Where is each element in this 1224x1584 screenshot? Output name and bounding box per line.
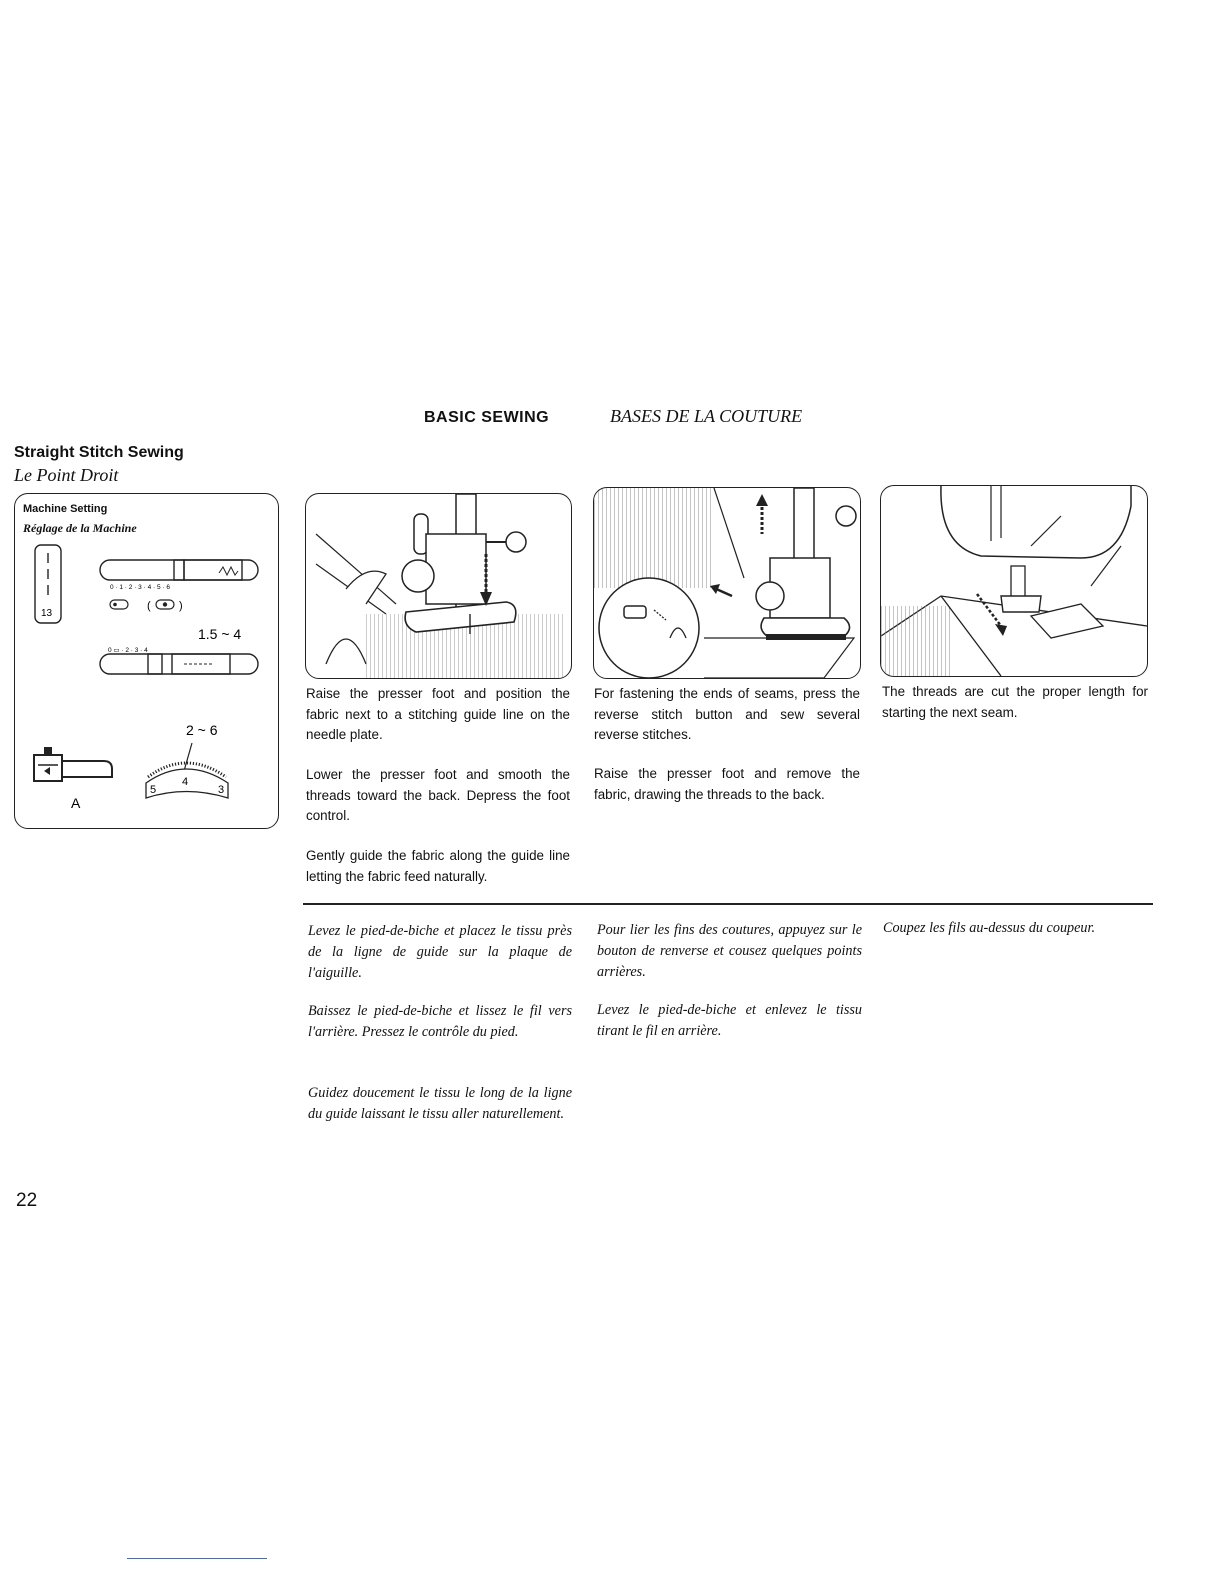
svg-text:(: (	[147, 600, 151, 612]
tension-range: 2 ~ 6	[186, 722, 218, 738]
feed-dog-icon	[110, 600, 183, 612]
tension-dial-center: 4	[182, 776, 189, 788]
col2-fr-para2: Levez le pied-de-biche et enlevez le tissu tirant le fil en arrière.	[597, 1002, 862, 1039]
stitch-width-slider-icon	[100, 560, 258, 591]
stitch-length-slider-icon	[100, 647, 258, 674]
col1-fr-para1: Levez le pied-de-biche et placez le tissu près de la ligne de guide sur la plaque de l'aiguille.	[308, 923, 572, 981]
col2-fr-para1: Pour lier les fins des coutures, appuyez sur le bouton de renverse et cousez quelques points arrières.	[597, 922, 862, 980]
header-title-en: BASIC SEWING	[424, 409, 550, 426]
reverse-stitch-illustration	[594, 488, 860, 678]
figure-position-fabric	[305, 493, 572, 679]
tension-dial-left: 5	[150, 784, 157, 796]
bottom-link-underline	[127, 1558, 267, 1559]
machine-setting-title-en: Machine Setting	[23, 503, 108, 515]
header-title-fr: BASES DE LA COUTURE	[610, 406, 803, 426]
length-scale: 0 ▭ · 2 · 3 · 4	[108, 647, 148, 654]
col1-fr-para3: Guidez doucement le tissu le long de la ligne du guide laissant le tissu aller naturellement.	[308, 1085, 572, 1122]
col1-fr-para2: Baissez le pied-de-biche et lissez le fil vers l'arrière. Pressez le contrôle du pied.	[308, 1003, 572, 1040]
width-scale: 0 · 1 · 2 · 3 · 4 · 5 · 6	[110, 584, 170, 591]
tension-dial-right: 3	[218, 784, 225, 796]
svg-text:): )	[179, 600, 183, 612]
col1-en-para1: Raise the presser foot and position the fabric next to a stitching guide line on the needle plate.	[306, 686, 570, 742]
col2-en-para1: For fastening the ends of seams, press the reverse stitch button and sew several reverse stitches.	[594, 686, 860, 742]
presser-foot-illustration	[306, 494, 571, 678]
figure-reverse-stitch	[593, 487, 861, 679]
figure-thread-cutter	[880, 485, 1148, 677]
machine-setting-diagram	[14, 493, 278, 828]
col1-en-para2: Lower the presser foot and smooth the threads toward the back. Depress the foot control.	[306, 767, 570, 823]
section-title-fr: Le Point Droit	[14, 465, 119, 485]
language-divider	[303, 903, 1153, 905]
tension-pointer	[184, 743, 192, 771]
pattern-selector-icon	[35, 545, 61, 623]
thread-cutter-illustration	[881, 486, 1147, 676]
machine-setting-title-fr: Réglage de la Machine	[23, 521, 137, 535]
section-title-en: Straight Stitch Sewing	[14, 444, 184, 461]
foot-label: A	[71, 795, 81, 811]
pattern-number: 13	[41, 608, 53, 619]
presser-foot-a-icon	[34, 747, 112, 811]
col3-fr-para1: Coupez les fils au-dessus du coupeur.	[883, 920, 1096, 936]
col2-en-para2: Raise the presser foot and remove the fabric, drawing the threads to the back.	[594, 766, 860, 802]
tension-dial-icon	[146, 763, 228, 798]
page-number: 22	[16, 1190, 38, 1211]
col1-en-para3: Gently guide the fabric along the guide line letting the fabric feed naturally.	[306, 848, 570, 884]
length-range: 1.5 ~ 4	[198, 626, 242, 642]
col3-en-para1: The threads are cut the proper length for starting the next seam.	[882, 684, 1148, 720]
